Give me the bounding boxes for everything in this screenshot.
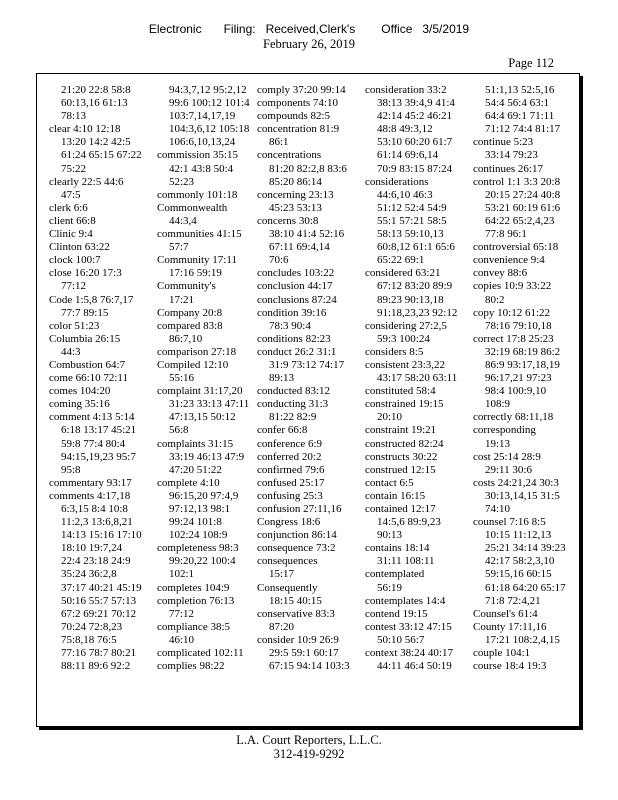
index-line: consequence 73:2 <box>257 542 336 555</box>
index-line: conduct 26:2 31:1 <box>257 345 337 358</box>
index-line: 77:12 <box>169 607 195 620</box>
index-line: 10:15 11:12,13 <box>485 529 552 542</box>
index-line: 14:5,6 89:9,23 <box>377 516 441 529</box>
index-line: 61:18 64:20 65:17 <box>485 581 566 594</box>
index-line: 67:11 69:4,14 <box>269 241 330 254</box>
index-line: 52:23 <box>169 175 195 188</box>
index-line: conducting 31:3 <box>257 398 329 411</box>
index-line: clock 100:7 <box>49 254 101 267</box>
index-line: commentary 93:17 <box>49 476 132 489</box>
index-line: 70:6 <box>269 254 289 267</box>
index-line: contain 16:15 <box>365 489 426 502</box>
index-line: consider 10:9 26:9 <box>257 633 339 646</box>
index-line: 58:13 59:10,13 <box>377 228 444 241</box>
index-line: control 1:1 3:3 20:8 <box>473 175 561 188</box>
index-line: 56:19 <box>377 581 403 594</box>
index-line: conferred 20:2 <box>257 450 322 463</box>
index-column-5 <box>473 84 573 673</box>
index-line: 86:9 93:17,18,19 <box>485 358 560 371</box>
index-line: 31:11 108:11 <box>377 555 435 568</box>
index-line: correctly 68:11,18 <box>473 411 554 424</box>
index-line: 67:2 69:21 70:12 <box>61 607 137 620</box>
index-line: contains 18:14 <box>365 542 430 555</box>
index-line: 47:13,15 50:12 <box>169 411 236 424</box>
index-line: consistent 23:3,22 <box>365 358 446 371</box>
index-line: Company 20:8 <box>157 306 223 319</box>
index-line: 6:3,15 8:4 10:8 <box>61 503 128 515</box>
index-line: 53:10 60:20 61:7 <box>377 136 453 149</box>
index-line: 64:22 65:2,4,23 <box>485 214 555 227</box>
index-line: 74:10 <box>485 503 511 515</box>
index-line: clearly 22:5 44:6 <box>49 175 124 188</box>
index-line: 102:24 108:9 <box>169 529 228 542</box>
index-line: 57:7 <box>169 241 189 254</box>
index-line: 18:10 19:7,24 <box>61 542 123 555</box>
index-line: Counsel's 61:4 <box>473 607 538 620</box>
index-line: 29:11 30:6 <box>485 463 532 476</box>
index-line: 78:16 79:10,18 <box>485 319 552 332</box>
index-line: conducted 83:12 <box>257 385 331 398</box>
index-line: 20:15 27:24 40:8 <box>485 188 561 201</box>
index-line: continue 5:23 <box>473 136 534 149</box>
index-line: consideration 33:2 <box>365 84 447 96</box>
index-line: 17:16 59:19 <box>169 267 222 280</box>
index-line: Commonwealth <box>157 201 228 214</box>
index-column-2 <box>157 84 257 673</box>
index-line: cost 25:14 28:9 <box>473 450 541 463</box>
index-line: continues 26:17 <box>473 162 543 175</box>
index-line: Code 1:5,8 76:7,17 <box>49 293 134 306</box>
index-line: 77:16 78:7 80:21 <box>61 647 137 660</box>
index-line: 44:11 46:4 50:19 <box>377 660 452 673</box>
index-line: 89:13 <box>269 372 295 385</box>
index-line: context 38:24 40:17 <box>365 647 453 660</box>
index-line: 86:1 <box>269 136 289 149</box>
index-box <box>36 73 580 727</box>
index-line: Consequently <box>257 581 318 594</box>
index-line: convey 88:6 <box>473 267 528 280</box>
index-line: 60:13,16 61:13 <box>61 97 128 110</box>
index-line: Combustion 64:7 <box>49 358 126 371</box>
index-line: confirmed 79:6 <box>257 463 325 476</box>
court-reporter-name: L.A. Court Reporters, L.L.C. <box>236 733 382 747</box>
index-line: 14:13 15:16 17:10 <box>61 529 142 542</box>
index-line: 81:22 82:9 <box>269 411 317 424</box>
index-line: considerations <box>365 175 429 188</box>
index-line: confusion 27:11,16 <box>257 503 342 515</box>
index-line: 50:10 56:7 <box>377 633 425 646</box>
index-line: concerns 30:8 <box>257 214 319 227</box>
index-line: 55:1 57:21 58:5 <box>377 214 447 227</box>
index-line: 94:3,7,12 95:2,12 <box>169 84 247 96</box>
index-line: copies 10:9 33:22 <box>473 280 552 293</box>
index-line: 85:20 86:14 <box>269 175 322 188</box>
index-line: 55:16 <box>169 372 195 385</box>
index-line: confer 66:8 <box>257 424 308 437</box>
index-line: considered 63:21 <box>365 267 441 280</box>
index-line: constituted 58:4 <box>365 385 436 398</box>
index-line: 91:18,23,23 92:12 <box>377 306 458 319</box>
index-line: 99:20,22 100:4 <box>169 555 236 568</box>
index-column-1 <box>49 84 149 673</box>
index-column-3 <box>257 84 357 673</box>
index-line: contact 6:5 <box>365 476 414 489</box>
index-line: comment 4:13 5:14 <box>49 411 135 424</box>
index-line: commission 35:15 <box>157 149 238 162</box>
index-line: conservative 83:3 <box>257 607 335 620</box>
index-line: coming 35:16 <box>49 398 110 411</box>
index-line: 98:4 100:9,10 <box>485 385 547 398</box>
index-line: corresponding <box>473 424 536 437</box>
index-line: 35:24 36:2,8 <box>61 568 117 581</box>
index-line: 78:13 <box>61 110 87 123</box>
index-line: 71:12 74:4 81:17 <box>485 123 561 136</box>
index-line: 80:2 <box>485 293 505 306</box>
index-line: construed 12:15 <box>365 463 436 476</box>
index-line: 61:24 65:15 67:22 <box>61 149 142 162</box>
index-line: 77:8 96:1 <box>485 228 527 241</box>
index-line: conclusions 87:24 <box>257 293 337 306</box>
index-line: concerning 23:13 <box>257 188 334 201</box>
index-line: County 17:11,16 <box>473 620 547 633</box>
index-line: convenience 9:4 <box>473 254 545 267</box>
index-column-4 <box>365 84 465 673</box>
index-line: 32:19 68:19 86:2 <box>485 345 561 358</box>
index-line: 59:15,16 60:15 <box>485 568 552 581</box>
index-line: 42:14 45:2 46:21 <box>377 110 453 123</box>
index-line: comes 104:20 <box>49 385 111 398</box>
index-line: 18:15 40:15 <box>269 594 322 607</box>
index-line: conclusion 44:17 <box>257 280 333 293</box>
index-line: 87:20 <box>269 620 295 633</box>
index-line: 33:19 46:13 47:9 <box>169 450 245 463</box>
court-reporter-phone: 312-419-9292 <box>273 747 345 761</box>
index-line: 95:8 <box>61 463 81 476</box>
index-line: 59:3 100:24 <box>377 332 430 345</box>
index-line: consequences <box>257 555 318 568</box>
index-line: 104:3,6,12 105:18 <box>169 123 250 136</box>
index-line: 31:9 73:12 74:17 <box>269 358 345 371</box>
index-line: 108:9 <box>485 398 511 411</box>
index-line: 47:5 <box>61 188 81 201</box>
index-line: 44:3,4 <box>169 214 197 227</box>
index-line: Community's <box>157 280 216 293</box>
filing-stamp-line <box>0 22 618 36</box>
index-line: compared 83:8 <box>157 319 223 332</box>
index-line: completion 76:13 <box>157 594 235 607</box>
index-line: 103:7,14,17,19 <box>169 110 236 123</box>
index-line: 38:13 39:4,9 41:4 <box>377 97 455 110</box>
index-line: 51:1,13 52:5,16 <box>485 84 555 96</box>
index-line: complies 98:22 <box>157 660 225 673</box>
index-line: Congress 18:6 <box>257 516 321 529</box>
index-line: 70:9 83:15 87:24 <box>377 162 453 175</box>
index-line: 67:15 94:14 103:3 <box>269 660 350 673</box>
index-line: contained 12:17 <box>365 503 436 515</box>
index-line: 99:24 101:8 <box>169 516 222 529</box>
index-line: 50:16 55:7 57:13 <box>61 594 137 607</box>
index-line: complaints 31:15 <box>157 437 234 450</box>
index-line: 60:8,12 61:1 65:6 <box>377 241 455 254</box>
index-line: confusing 25:3 <box>257 489 323 502</box>
index-line: 44:3 <box>61 345 81 358</box>
index-line: 77:7 89:15 <box>61 306 109 319</box>
index-line: 21:20 22:8 58:8 <box>61 84 131 96</box>
index-line: complete 4:10 <box>157 476 220 489</box>
index-line: 90:13 <box>377 529 403 542</box>
index-line: Clinton 63:22 <box>49 241 110 254</box>
index-line: 64:4 69:1 71:11 <box>485 110 555 123</box>
index-line: 77:12 <box>61 280 87 293</box>
index-line: costs 24:21,24 30:3 <box>473 476 559 489</box>
filing-stamp-word-5: 3/5/2019 <box>422 22 470 36</box>
index-line: client 66:8 <box>49 214 96 227</box>
index-line: 61:14 69:6,14 <box>377 149 439 162</box>
index-line: copy 10:12 61:22 <box>473 306 550 319</box>
index-line: 75:8,18 76:5 <box>61 633 117 646</box>
index-line: 33:14 79:23 <box>485 149 538 162</box>
index-line: components 74:10 <box>257 97 338 110</box>
index-line: commonly 101:18 <box>157 188 238 201</box>
index-line: 106:6,10,13,24 <box>169 136 236 149</box>
index-line: 89:23 90:13,18 <box>377 293 444 306</box>
index-line: 59:8 77:4 80:4 <box>61 437 126 450</box>
index-line: contemplated <box>365 568 425 581</box>
index-line: 6:18 13:17 45:21 <box>61 424 137 437</box>
index-line: 29:5 59:1 60:17 <box>269 647 339 660</box>
index-line: 45:23 53:13 <box>269 201 322 214</box>
index-line: 86:7,10 <box>169 332 203 345</box>
index-line: 46:10 <box>169 633 195 646</box>
index-line: 102:1 <box>169 568 195 581</box>
index-line: confused 25:17 <box>257 476 325 489</box>
index-line: conjunction 86:14 <box>257 529 337 542</box>
index-line: 42:17 58:2,3,10 <box>485 555 555 568</box>
index-line: 20:10 <box>377 411 403 424</box>
index-line: considering 27:2,5 <box>365 319 447 332</box>
index-line: considers 8:5 <box>365 345 424 358</box>
index-line: 56:8 <box>169 424 189 437</box>
index-line: comply 37:20 99:14 <box>257 84 346 96</box>
index-line: Columbia 26:15 <box>49 332 121 345</box>
index-line: constraint 19:21 <box>365 424 437 437</box>
index-line: 15:17 <box>269 568 295 581</box>
index-line: compliance 38:5 <box>157 620 231 633</box>
index-line: 78:3 90:4 <box>269 319 311 332</box>
index-line: condition 39:16 <box>257 306 327 319</box>
index-line: 13:20 14:2 42:5 <box>61 136 131 149</box>
index-line: 54:4 56:4 63:1 <box>485 97 550 110</box>
index-line: 70:24 72:8,23 <box>61 620 123 633</box>
index-line: 94:15,19,23 95:7 <box>61 450 136 463</box>
index-line: 99:6 100:12 101:4 <box>169 97 250 110</box>
index-line: compounds 82:5 <box>257 110 331 123</box>
index-line: completeness 98:3 <box>157 542 239 555</box>
index-line: correct 17:8 25:23 <box>473 332 554 345</box>
index-line: contemplates 14:4 <box>365 594 446 607</box>
index-line: 51:12 52:4 54:9 <box>377 201 447 214</box>
index-line: 65:22 69:1 <box>377 254 425 267</box>
filing-stamp-word-2: Filing: <box>223 22 256 36</box>
index-line: comments 4:17,18 <box>49 489 131 502</box>
index-line: conditions 82:23 <box>257 332 331 345</box>
index-line: 37:17 40:21 45:19 <box>61 581 142 594</box>
index-line: Clinic 9:4 <box>49 228 93 241</box>
page-number: Page 112 <box>508 56 554 70</box>
index-line: 19:13 <box>485 437 511 450</box>
index-line: completes 104:9 <box>157 581 230 594</box>
filing-stamp-word-1: Electronic <box>148 22 202 36</box>
index-line: controversial 65:18 <box>473 241 559 254</box>
index-line: complaint 31:17,20 <box>157 385 243 398</box>
index-line: 97:12,13 98:1 <box>169 503 231 515</box>
index-line: 22:4 23:18 24:9 <box>61 555 131 568</box>
index-line: counsel 7:16 8:5 <box>473 516 546 529</box>
index-line: Compiled 12:10 <box>157 358 229 371</box>
index-line: concludes 103:22 <box>257 267 335 280</box>
index-line: 17:21 <box>169 293 195 306</box>
index-line: clerk 6:6 <box>49 201 88 214</box>
index-line: conference 6:9 <box>257 437 323 450</box>
index-line: 11:2,3 13:6,8,21 <box>61 516 133 529</box>
index-line: clear 4:10 12:18 <box>49 123 121 136</box>
index-line: 44:6,10 46:3 <box>377 188 433 201</box>
index-line: 88:11 89:6 92:2 <box>61 660 131 673</box>
index-line: 43:17 58:20 63:11 <box>377 372 458 385</box>
index-line: color 51:23 <box>49 319 100 332</box>
index-line: course 18:4 19:3 <box>473 660 547 673</box>
index-line: contest 33:12 47:15 <box>365 620 452 633</box>
index-line: 42:1 43:8 50:4 <box>169 162 234 175</box>
index-line: contend 19:15 <box>365 607 428 620</box>
index-line: 38:10 41:4 52:16 <box>269 228 345 241</box>
index-line: come 66:10 72:11 <box>49 372 129 385</box>
index-line: constructs 30:22 <box>365 450 438 463</box>
index-line: 96:17,21 97:23 <box>485 372 552 385</box>
index-line: complicated 102:11 <box>157 647 244 660</box>
index-line: constructed 82:24 <box>365 437 444 450</box>
index-line: 75:22 <box>61 162 87 175</box>
index-line: comparison 27:18 <box>157 345 237 358</box>
index-line: 31:23 33:13 47:11 <box>169 398 250 411</box>
filing-date: February 26, 2019 <box>263 37 355 51</box>
index-line: 96:15,20 97:4,9 <box>169 489 239 502</box>
index-line: concentrations <box>257 149 322 162</box>
index-line: couple 104:1 <box>473 647 531 660</box>
index-line: 67:12 83:20 89:9 <box>377 280 453 293</box>
index-line: 81:20 82:2,8 83:6 <box>269 162 347 175</box>
index-line: 25:21 34:14 39:23 <box>485 542 566 555</box>
filing-stamp-word-3: Received,Clerk's <box>265 22 356 36</box>
index-line: 53:21 60:19 61:6 <box>485 201 561 214</box>
index-line: close 16:20 17:3 <box>49 267 122 280</box>
index-line: constrained 19:15 <box>365 398 444 411</box>
index-line: 71:8 72:4,21 <box>485 594 541 607</box>
index-line: concentration 81:9 <box>257 123 340 136</box>
index-line: Community 17:11 <box>157 254 237 267</box>
index-line: 17:21 108:2,4,15 <box>485 633 560 646</box>
index-line: 47:20 51:22 <box>169 463 222 476</box>
index-line: communities 41:15 <box>157 228 242 241</box>
filing-stamp-word-4: Office <box>381 22 413 36</box>
index-line: 30:13,14,15 31:5 <box>485 489 560 502</box>
index-line: 48:8 49:3,12 <box>377 123 433 136</box>
